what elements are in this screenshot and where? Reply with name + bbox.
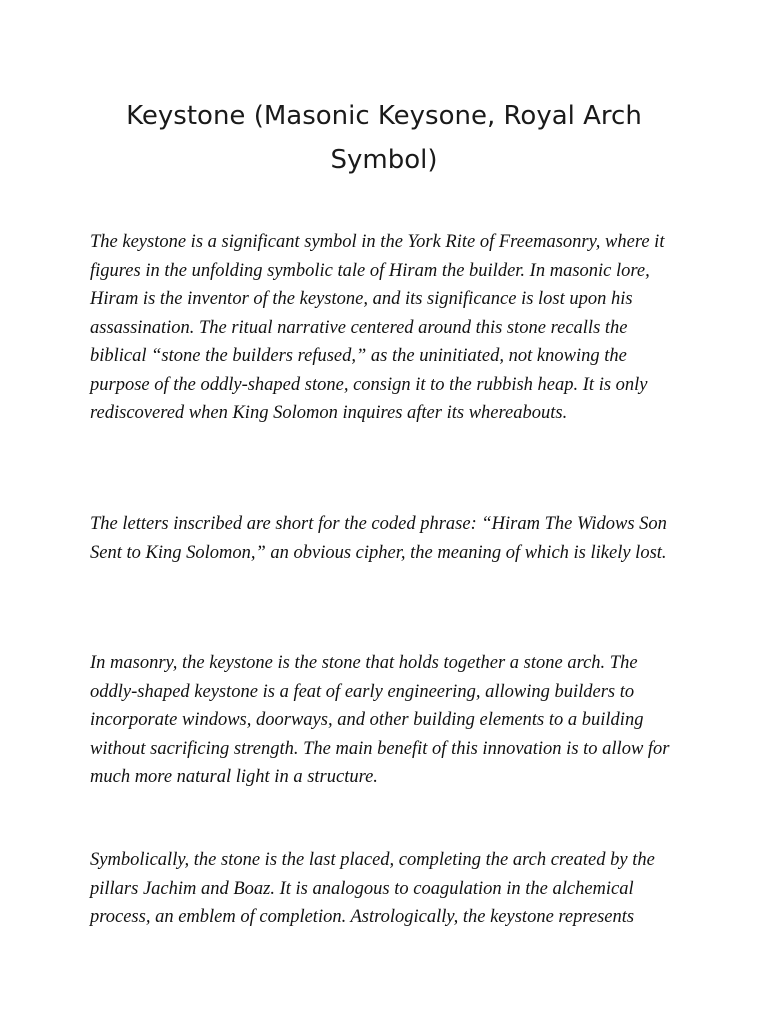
paragraph-masonry-engineering: In masonry, the keystone is the stone that holds together a stone arch. The oddly-shaped keystone is a feat of early engineering, allowing builders to incorporate windows, doorways, and other building elements to a building without sacrificing strength. The main benefit of this innovation is to allow for much more natural light in a structure.: [90, 653, 670, 787]
paragraph-york-rite: The keystone is a significant symbol in the York Rite of Freemasonry, where it figures in the unfolding symbolic tale of Hiram the builder. In masonic lore, Hiram is the inventor of the keystone, and its significance is lost upon his assassination. The ritual narrative centered around this stone recalls the biblical “stone the builders refused,” as the uninitiated, not knowing the purpose of the oddly-shaped stone, consign it to the rubbish heap. It is only rediscovered when King Solomon inquires after its whereabouts.: [90, 232, 665, 423]
paragraph-symbolism: Symbolically, the stone is the last placed, completing the arch created by the pillars Jachim and Boaz. It is analogous to coagulation in the alchemical process, an emblem of completion. Astrologically, the keystone represents: [90, 850, 655, 927]
paragraph-inscribed-letters: The letters inscribed are short for the coded phrase: “Hiram The Widows Son Sent to King Solomon,” an obvious cipher, the meaning of which is likely lost.: [90, 514, 667, 563]
document-title: Keystone (Masonic Keysone, Royal Arch Symbol): [126, 101, 642, 175]
